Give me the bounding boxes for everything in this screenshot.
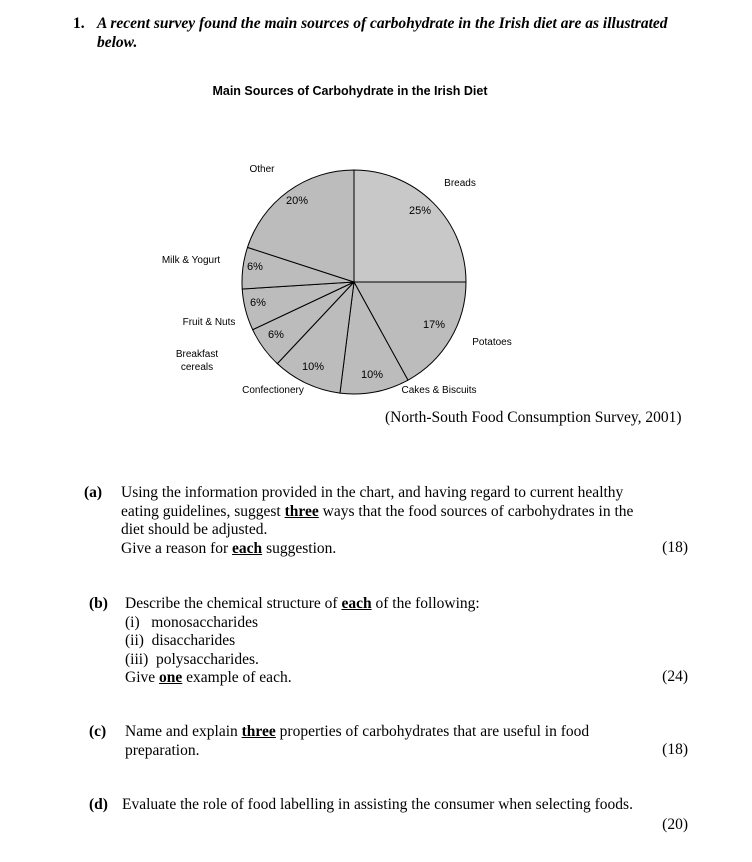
part-d-label: (d) [89,796,108,813]
part-c-line-2: preparation. [125,741,200,759]
part-c-line-1: Name and explain three properties of carbohydrates that are useful in food [125,723,590,740]
part-c-marks: (18) [662,741,688,758]
part-d [89,796,689,816]
slice-name-label: Potatoes [472,337,512,348]
emphasis-three: three [241,723,276,740]
part-a-label: (a) [84,484,103,501]
slice-name-label: Confectionery [242,385,304,396]
question-text-line-2: below. [97,34,138,51]
part-c-label: (c) [89,723,107,740]
emphasis-one: one [159,669,183,686]
part-b-line-1: Describe the chemical structure of each of the following: [125,595,480,612]
slice-name-label: Breads [444,178,476,189]
part-b-line-5: Give one example of each. [125,669,292,686]
part-d-line-1: Evaluate the role of food labelling in assisting the consumer when selecting foods. [122,796,633,813]
emphasis-each: each [232,539,263,557]
slice-name-label: Other [249,164,275,175]
question-text-line-1: A recent survey found the main sources of carbohydrate in the Irish diet are as illustrated [97,15,668,32]
slice-value-label: 10% [360,369,384,381]
part-a-text [121,484,633,558]
chart-source: (North-South Food Consumption Survey, 2001) [385,409,682,426]
part-c-text [125,723,589,760]
part-a [84,484,684,564]
slice-value-label: 20% [285,195,309,207]
slice-value-label: 10% [301,361,325,373]
part-b-item-ii: (ii) disaccharides [125,632,236,649]
slice-name-label: Breakfast cereals [175,349,219,373]
part-b-marks: (24) [662,668,688,685]
part-a-marks: (18) [662,539,688,556]
slice-value-label: 6% [247,261,263,273]
slice-value-label: 17% [422,319,446,331]
part-d-marks: (20) [662,816,688,833]
emphasis-three: three [284,502,319,520]
part-a-line-2: eating guidelines, suggest three ways that the food sources of carbohydrates in the [121,502,634,520]
part-b [89,595,689,695]
slice-name-label: Fruit & Nuts [182,317,236,328]
slice-value-label: 6% [250,297,266,309]
part-b-item-iii: (iii) polysaccharides. [125,650,259,668]
part-a-line-3: diet should be adjusted. [121,521,268,538]
part-b-item-i: (i) monosaccharides [125,613,258,631]
question-number: 1. [73,15,85,32]
slice-value-label: 25% [408,205,432,217]
part-b-label: (b) [89,595,108,612]
part-a-line-4: Give a reason for each suggestion. [121,539,337,557]
slice-name-label: Milk & Yogurt [161,255,221,266]
slice-value-label: 6% [268,329,284,341]
chart-title: Main Sources of Carbohydrate in the Irish Diet [212,84,488,98]
part-d-text [122,796,633,815]
part-a-line-1: Using the information provided in the chart, and having regard to current healthy [121,484,624,501]
emphasis-each: each [341,595,372,612]
slice-name-label: Cakes & Biscuits [401,385,477,396]
part-c [89,723,689,763]
part-b-text [125,595,480,688]
